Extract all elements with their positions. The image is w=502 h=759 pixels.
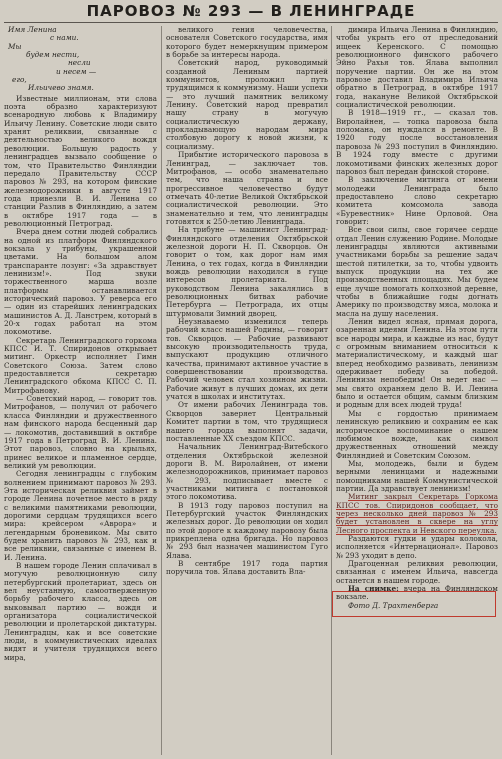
poem-line: Ильичево знамя. xyxy=(28,83,94,93)
paragraph: В нашем городе Ленин сплачивал в могучую революционную силу петербургский пролетариат, здесь он вел неустанную, самоотверженную борьбу рабочего класса, здесь он выковывал партию — вождя и организатора социалистической революции и пролетарской диктатуры. Ленинградцы, как и все советские люди, в коммунистических идеалах видят и учителя трудящихся всего мира, xyxy=(4,561,157,662)
paragraph: Вчера днем сотни людей собрались на одной из платформ Финляндского вокзала у трибуны, украшенной цветами. На большом алом транспаранте лозунг: «За здравствует ленинизм!». Под звуки торжественного марша возле платформы останавливается исторический паровоз. У реверса его — один из старейших ленинградских машинистов А. Д. Ланстрем, который в 20-х годах работал на этом локомотиве. xyxy=(4,227,157,337)
poem-line: будем нести, xyxy=(26,50,80,60)
paragraph: В 1913 году паровоз поступил на Петербургский участок Финляндских железных дорог. До революции он ходил по этой дороге к каждому паровозу была прикреплена одна бригада. Но паровоз № 293 был назначен машинистом Гуго Ялава. xyxy=(166,500,328,560)
column-divider-1 xyxy=(161,26,162,755)
paragraph: Ленин видел ясная, прямая дорога, озаренная идеями Ленина. На этом пути все народы мира, и каждые из нас, будут с огромным вниманием относиться к материалистическому, и каждый шаг вперед необходимо развивать, ленинизм одерживает победу за победой. Ленинизм непобедим! Он ведет нас — мы свято охраняем дело В. И. Ленина было и остается общим, самым близким и родным для всех людей труда! xyxy=(336,317,498,410)
paragraph: На трибуне — машинист Ленинград-Финляндского отделения Октябрьской железной дороги Н. П. Скворцов. Он говорит о том, как дорог нам имя Ленина, о тех годах, когда в Финляндии вождь революции находился в гуще интересов пролетариата. Под руководством Ленина закалялись в революционных битвах рабочие Петербурга — Петрограда, их отцы штурмовали Зимний дворец. xyxy=(166,225,328,318)
paragraph: Сегодня ленинградцы с глубоким волнением принимают паровоз № 293. Эта историческая реликвия займет в городе Ленина почетное место в ряду с великими памятниками революции, дорогими сердцам трудящихся всего мира: крейсером «Аврора» и легендарным броневиком. Мы свято будем хранить паровоз № 293, как и все реликвии, связанные с именем В. И. Ленина. xyxy=(4,469,157,562)
paragraph: В заключение митинга от имени молодежи Ленинграда было предоставлено слово секретарю комитета комсомола завода «Буревестник» Нине Орловой. Она говорит: xyxy=(336,175,498,226)
headline-rule xyxy=(4,22,498,23)
column-divider-2 xyxy=(331,26,332,755)
caption-text: вчера на Финляндском вокзале. xyxy=(336,584,498,602)
paragraph: Советский народ, руководимый созданной Лениным партией коммунистов, проложил путь трудящимся к коммунизму. Наши успехи — это лучший памятник великому Ленину. Советский народ превратил нашу страну в могучую социалистическую державу, прокладывающую народам мира столбовую дорогу к новой жизни, к социализму. xyxy=(166,58,328,151)
paragraph: От имени рабочих Ленинграда тов. Скворцов заверяет Центральный Комитет партии в том, что трудящиеся нашего города выполнят задачи, поставленные ХХ съездом КПСС. xyxy=(166,400,328,443)
poem-line: его, xyxy=(12,75,27,85)
column-1 xyxy=(4,26,157,757)
poem-line: и несем — xyxy=(56,66,97,76)
paragraph: — Советский народ, — говорит тов. Митрофанов, — получил от рабочего класса Финляндии и дружественного нам финского народа бесценный дар — локомотив, доставивший в октябре 1917 года в Петроград В. И. Ленина. Этот паровоз, словно на крыльях, принес великое и пламенное сердце, великий ум революции. xyxy=(4,394,157,470)
paragraph: Неузнаваемо изменился теперь рабочий класс нашей Родины, — говорит тов. Скворцов. — Рабочие развивают высокую производительность труда, выпускают продукцию отличного качества, принимают активное участие в совершенствовании производства. Рабочий человек стал хозяином жизни. Рабочие живут в лучших домах, их дети учатся в школах и институтах. xyxy=(166,317,328,402)
paragraph: Прибытие исторического паровоза в Ленинград, — заключает тов. Митрофанов, — особо знаменательно тем, что наша страна и все прогрессивное человечество будут отмечать 40-летие Великой Октябрьской социалистической революции. Это знаменательно и тем, что ленинградцы готовятся к 250-летию Ленинграда. xyxy=(166,150,328,226)
red-highlight-box xyxy=(332,591,496,617)
poem-line: несли xyxy=(68,58,91,68)
photo-credit: Фото Д. Трахтенберга xyxy=(348,600,439,610)
caption-label: На снимке: xyxy=(348,584,399,594)
headline: ПАРОВОЗ № 293 — В ЛЕНИНГРАДЕ xyxy=(86,2,416,20)
poem-line: с нами. xyxy=(50,33,79,43)
column-2 xyxy=(166,26,328,757)
poem-line: Мы xyxy=(8,41,22,51)
paragraph: В 1918—1919 гг., — сказал тов. Виролайнен, — топка паровоза была поломана, он нуждался в ремонте. В 1920 году после восстановления паровоза № 293 поступил в Финляндию. В 1924 году вместе с другими локомотивами финских железных дорог паровоз был передан финской стороне. xyxy=(336,108,498,176)
poem-epigraph xyxy=(4,26,157,93)
paragraph: великого гения человечества, основателя Советского государства, имя которого будет немеркнущим примером в борьбе за интересы народа. xyxy=(166,26,328,60)
paragraph: Начальник Ленинград-Витебского отделения Октябрьской железной дороги В. М. Виролайнен, от имени железнодорожников, принимает паровоз № 293, подписывает вместе с участниками митинга с постановкой этого локомотива. xyxy=(166,442,328,502)
paragraph: Мы, молодежь, были и будем верными ленинцами и надежными помощниками нашей Коммунистической партии. Да здравствует ленинизм! xyxy=(336,458,498,493)
paragraph: Драгоценная реликвия революции, связанная с именем Ильича, навсегда останется в нашем городе. xyxy=(336,559,498,585)
poem-line: Имя Ленина xyxy=(8,26,57,34)
paragraph: димира Ильича Ленина в Финляндию, чтобы укрыть его от преследований ищеек Керенского. С помощью революционного финского рабочего Эйно Рахья тов. Ялава выполнил поручение партии. Он же на этом паровозе доставил Владимира Ильича обратно в Петроград, в октябре 1917 года, накануне Великой Октябрьской социалистической революции. xyxy=(336,26,498,110)
paragraph: Секретарь Ленинградского горкома КПСС И. Т. Спиридонов открывает митинг. Оркестр исполняет Гимн Советского Союза. Затем слово предоставляется секретарю Ленинградского обкома КПСС С. П. Митрофанову. xyxy=(4,335,157,395)
paragraph: Раздаются гудки и удары колокола, исполняется «Интернационал». Паровоз № 293 уходит в депо. xyxy=(336,533,498,560)
highlighted-paragraph: Митинг закрыл Секретарь Горкома КПСС тов. Спиридонов сообщает, что через несколько дней паровоз № 293 будет установлен в сквере на углу Лесного проспекта и Невского переулка. xyxy=(336,492,498,535)
paragraph: Известные миллионам, эти слова поэта образно характеризуют всенародную любовь к Владимиру Ильичу Ленину. Советские люди свято хранят реликвии, связанные с деятельностью великого вождя революции. Большую радость у ленинградцев вызвало сообщение о том, что Правительство Финляндии передало Правительству СССР паровоз № 293, на котором финские железнодорожники в августе 1917 года привезли В. И. Ленина со станции Разлив в Финляндию, а затем в октябре 1917 года — в революционный Петроград. xyxy=(4,93,157,228)
paragraph: В сентябре 1917 года партия поручила тов. Ялава доставить Вла- xyxy=(166,559,328,577)
column-3 xyxy=(336,26,498,757)
paragraph: Все свои силы, свое горячее сердце отдал Ленин служению Родине. Молодые ленинградцы являются активными участниками борьбы за решение задач шестой пятилетки, за то, чтобы удвоить выпуск продукции на тех же производственных площадях. Мы будем еще лучше помогать колхозной деревне, чтобы в ближайшие годы догнать Америку по производству мяса, молока и масла на душу населения. xyxy=(336,225,498,318)
paragraph: Мы с гордостью принимаем ленинскую реликвию и сохраним ее как историческое воспоминание о нашем любимом вожде, как символ дружественных отношений между Финляндией и Советским Союзом. xyxy=(336,408,498,460)
